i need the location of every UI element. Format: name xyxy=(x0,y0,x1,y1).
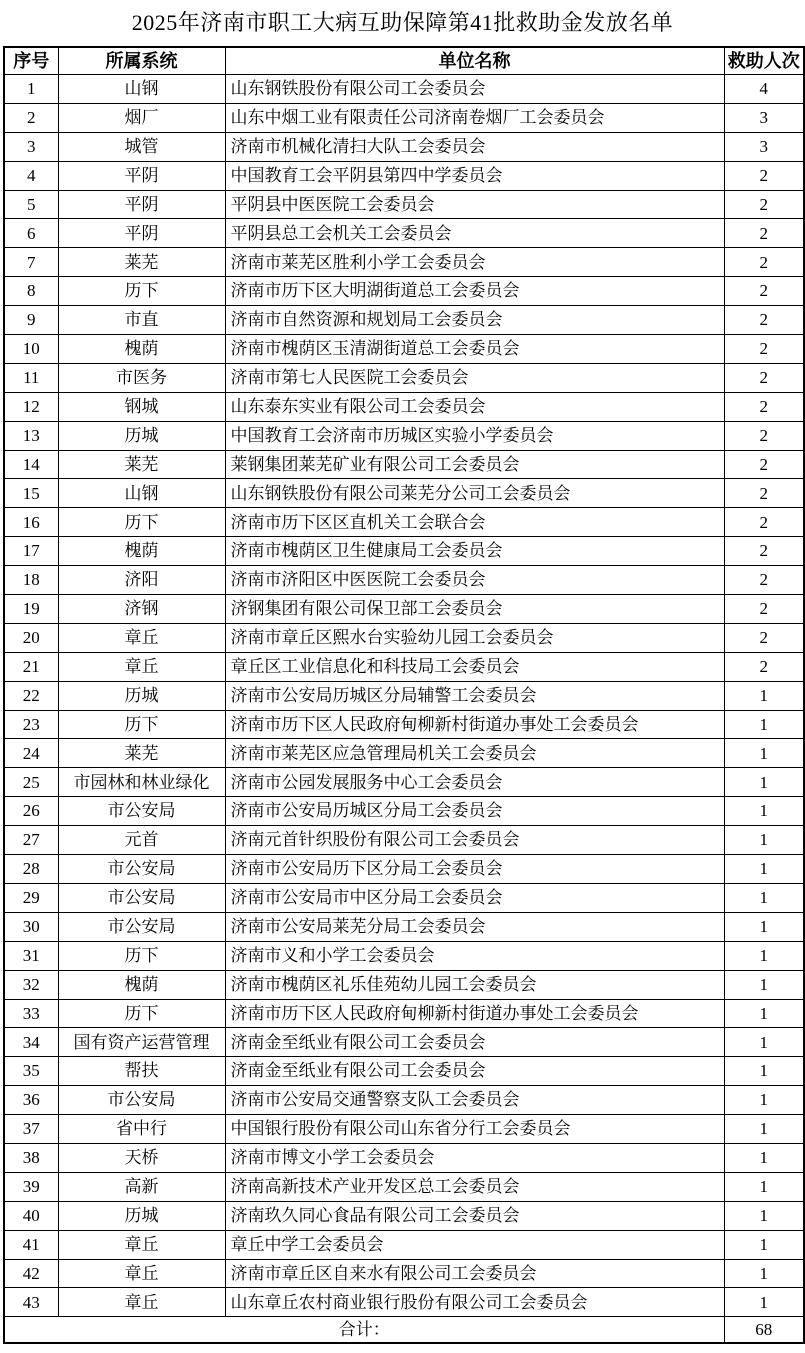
cell-seq: 9 xyxy=(4,306,58,335)
cell-seq: 38 xyxy=(4,1143,58,1172)
cell-seq: 39 xyxy=(4,1172,58,1201)
cell-system: 钢城 xyxy=(58,392,225,421)
table-row xyxy=(4,277,804,306)
cell-unit: 济南市第七人民医院工会委员会 xyxy=(225,363,724,392)
cell-unit: 章丘区工业信息化和科技局工会委员会 xyxy=(225,652,724,681)
table-row xyxy=(4,190,804,219)
cell-seq: 43 xyxy=(4,1288,58,1317)
cell-unit: 济南市槐荫区礼乐佳苑幼儿园工会委员会 xyxy=(225,970,724,999)
cell-unit: 济南市公园发展服务中心工会委员会 xyxy=(225,768,724,797)
cell-count: 2 xyxy=(724,595,804,624)
table-row xyxy=(4,392,804,421)
cell-seq: 42 xyxy=(4,1259,58,1288)
cell-count: 2 xyxy=(724,566,804,595)
total-row xyxy=(4,1317,804,1344)
cell-system: 山钢 xyxy=(58,75,225,104)
cell-unit: 济南市章丘区自来水有限公司工会委员会 xyxy=(225,1259,724,1288)
cell-seq: 1 xyxy=(4,75,58,104)
cell-seq: 35 xyxy=(4,1057,58,1086)
cell-seq: 41 xyxy=(4,1230,58,1259)
table-row xyxy=(4,826,804,855)
cell-seq: 11 xyxy=(4,363,58,392)
table-row xyxy=(4,912,804,941)
cell-count: 3 xyxy=(724,103,804,132)
cell-unit: 济南市槐荫区玉清湖街道总工会委员会 xyxy=(225,335,724,364)
cell-system: 历下 xyxy=(58,508,225,537)
cell-count: 1 xyxy=(724,970,804,999)
cell-count: 2 xyxy=(724,652,804,681)
cell-unit: 济南市公安局历下区分局工会委员会 xyxy=(225,855,724,884)
cell-unit: 平阴县中医医院工会委员会 xyxy=(225,190,724,219)
table-row xyxy=(4,970,804,999)
cell-system: 历下 xyxy=(58,999,225,1028)
cell-seq: 16 xyxy=(4,508,58,537)
table-row xyxy=(4,1086,804,1115)
cell-system: 槐荫 xyxy=(58,335,225,364)
cell-unit: 济南市公安局莱芜分局工会委员会 xyxy=(225,912,724,941)
cell-seq: 14 xyxy=(4,450,58,479)
cell-unit: 济钢集团有限公司保卫部工会委员会 xyxy=(225,595,724,624)
cell-seq: 31 xyxy=(4,941,58,970)
cell-unit: 山东钢铁股份有限公司莱芜分公司工会委员会 xyxy=(225,479,724,508)
cell-seq: 17 xyxy=(4,537,58,566)
table-row xyxy=(4,623,804,652)
cell-system: 山钢 xyxy=(58,479,225,508)
cell-system: 城管 xyxy=(58,132,225,161)
cell-seq: 37 xyxy=(4,1115,58,1144)
cell-unit: 济南市济阳区中医医院工会委员会 xyxy=(225,566,724,595)
page-title: 2025年济南市职工大病互助保障第41批救助金发放名单 xyxy=(131,10,674,35)
cell-system: 市公安局 xyxy=(58,883,225,912)
cell-seq: 5 xyxy=(4,190,58,219)
cell-system: 章丘 xyxy=(58,623,225,652)
cell-count: 1 xyxy=(724,941,804,970)
cell-count: 2 xyxy=(724,479,804,508)
cell-count: 2 xyxy=(724,306,804,335)
total-label: 合计： xyxy=(4,1317,724,1344)
cell-unit: 济南金至纸业有限公司工会委员会 xyxy=(225,1057,724,1086)
table-row xyxy=(4,421,804,450)
cell-count: 1 xyxy=(724,768,804,797)
cell-unit: 济南市历下区区直机关工会联合会 xyxy=(225,508,724,537)
header-row xyxy=(4,47,804,75)
cell-seq: 3 xyxy=(4,132,58,161)
table-row xyxy=(4,363,804,392)
table-row xyxy=(4,537,804,566)
cell-system: 历下 xyxy=(58,710,225,739)
table-row xyxy=(4,566,804,595)
cell-system: 天桥 xyxy=(58,1143,225,1172)
cell-system: 市园林和林业绿化 xyxy=(58,768,225,797)
cell-count: 2 xyxy=(724,335,804,364)
table-row xyxy=(4,768,804,797)
cell-unit: 山东泰东实业有限公司工会委员会 xyxy=(225,392,724,421)
cell-system: 帮扶 xyxy=(58,1057,225,1086)
cell-system: 高新 xyxy=(58,1172,225,1201)
cell-unit: 济南市自然资源和规划局工会委员会 xyxy=(225,306,724,335)
cell-unit: 济南市公安局交通警察支队工会委员会 xyxy=(225,1086,724,1115)
cell-unit: 中国教育工会济南市历城区实验小学委员会 xyxy=(225,421,724,450)
cell-system: 市公安局 xyxy=(58,1086,225,1115)
cell-count: 2 xyxy=(724,161,804,190)
table-row xyxy=(4,479,804,508)
cell-count: 2 xyxy=(724,623,804,652)
cell-unit: 济南市莱芜区应急管理局机关工会委员会 xyxy=(225,739,724,768)
cell-count: 1 xyxy=(724,710,804,739)
cell-count: 1 xyxy=(724,1259,804,1288)
cell-count: 1 xyxy=(724,739,804,768)
cell-count: 2 xyxy=(724,248,804,277)
cell-unit: 济南市博文小学工会委员会 xyxy=(225,1143,724,1172)
cell-seq: 33 xyxy=(4,999,58,1028)
cell-count: 1 xyxy=(724,1115,804,1144)
cell-system: 历下 xyxy=(58,941,225,970)
cell-count: 1 xyxy=(724,1143,804,1172)
table-row xyxy=(4,681,804,710)
cell-system: 槐荫 xyxy=(58,537,225,566)
cell-unit: 济南市公安局历城区分局辅警工会委员会 xyxy=(225,681,724,710)
cell-seq: 40 xyxy=(4,1201,58,1230)
cell-count: 2 xyxy=(724,363,804,392)
cell-unit: 中国银行股份有限公司山东省分行工会委员会 xyxy=(225,1115,724,1144)
table-row xyxy=(4,739,804,768)
cell-count: 3 xyxy=(724,132,804,161)
cell-count: 1 xyxy=(724,999,804,1028)
cell-count: 1 xyxy=(724,1057,804,1086)
cell-count: 2 xyxy=(724,508,804,537)
cell-unit: 平阴县总工会机关工会委员会 xyxy=(225,219,724,248)
cell-system: 市医务 xyxy=(58,363,225,392)
cell-count: 1 xyxy=(724,1172,804,1201)
cell-unit: 济南市历下区人民政府甸柳新村街道办事处工会委员会 xyxy=(225,999,724,1028)
cell-system: 历下 xyxy=(58,277,225,306)
table-row xyxy=(4,652,804,681)
table-row xyxy=(4,1143,804,1172)
cell-system: 历城 xyxy=(58,421,225,450)
table-row xyxy=(4,999,804,1028)
cell-unit: 济南市槐荫区卫生健康局工会委员会 xyxy=(225,537,724,566)
cell-seq: 29 xyxy=(4,883,58,912)
table-body xyxy=(4,75,804,1317)
cell-unit: 济南元首针织股份有限公司工会委员会 xyxy=(225,826,724,855)
cell-system: 市公安局 xyxy=(58,855,225,884)
cell-seq: 19 xyxy=(4,595,58,624)
cell-unit: 济南市莱芜区胜利小学工会委员会 xyxy=(225,248,724,277)
cell-unit: 山东章丘农村商业银行股份有限公司工会委员会 xyxy=(225,1288,724,1317)
cell-unit: 济南市历下区人民政府甸柳新村街道办事处工会委员会 xyxy=(225,710,724,739)
cell-unit: 山东中烟工业有限责任公司济南卷烟厂工会委员会 xyxy=(225,103,724,132)
total-value: 68 xyxy=(724,1317,804,1344)
table-row xyxy=(4,1115,804,1144)
cell-unit: 莱钢集团莱芜矿业有限公司工会委员会 xyxy=(225,450,724,479)
cell-seq: 7 xyxy=(4,248,58,277)
cell-seq: 18 xyxy=(4,566,58,595)
cell-system: 省中行 xyxy=(58,1115,225,1144)
cell-system: 元首 xyxy=(58,826,225,855)
col-header-seq: 序号 xyxy=(4,47,58,75)
cell-system: 国有资产运营管理 xyxy=(58,1028,225,1057)
cell-system: 章丘 xyxy=(58,652,225,681)
cell-seq: 4 xyxy=(4,161,58,190)
cell-system: 莱芜 xyxy=(58,739,225,768)
table-row xyxy=(4,1172,804,1201)
cell-unit: 济南市机械化清扫大队工会委员会 xyxy=(225,132,724,161)
cell-count: 2 xyxy=(724,392,804,421)
cell-count: 2 xyxy=(724,450,804,479)
table-row xyxy=(4,248,804,277)
cell-count: 1 xyxy=(724,1230,804,1259)
cell-count: 2 xyxy=(724,277,804,306)
cell-seq: 34 xyxy=(4,1028,58,1057)
table-row xyxy=(4,797,804,826)
table-row xyxy=(4,306,804,335)
cell-unit: 济南市公安局历城区分局工会委员会 xyxy=(225,797,724,826)
cell-system: 章丘 xyxy=(58,1230,225,1259)
cell-unit: 济南玖久同心食品有限公司工会委员会 xyxy=(225,1201,724,1230)
cell-seq: 36 xyxy=(4,1086,58,1115)
cell-count: 1 xyxy=(724,797,804,826)
col-header-count: 救助人次 xyxy=(724,47,804,75)
table-row xyxy=(4,1057,804,1086)
cell-system: 济阳 xyxy=(58,566,225,595)
table-row xyxy=(4,450,804,479)
cell-count: 2 xyxy=(724,421,804,450)
cell-system: 济钢 xyxy=(58,595,225,624)
cell-seq: 13 xyxy=(4,421,58,450)
cell-count: 1 xyxy=(724,1086,804,1115)
table-row xyxy=(4,219,804,248)
cell-seq: 28 xyxy=(4,855,58,884)
cell-system: 历城 xyxy=(58,1201,225,1230)
cell-count: 2 xyxy=(724,190,804,219)
cell-system: 莱芜 xyxy=(58,450,225,479)
cell-system: 莱芜 xyxy=(58,248,225,277)
table-row xyxy=(4,508,804,537)
cell-system: 烟厂 xyxy=(58,103,225,132)
cell-system: 平阴 xyxy=(58,219,225,248)
table-row xyxy=(4,855,804,884)
table-row xyxy=(4,1259,804,1288)
cell-system: 历城 xyxy=(58,681,225,710)
cell-seq: 32 xyxy=(4,970,58,999)
cell-seq: 8 xyxy=(4,277,58,306)
cell-seq: 27 xyxy=(4,826,58,855)
table-row xyxy=(4,1230,804,1259)
cell-unit: 济南高新技术产业开发区总工会委员会 xyxy=(225,1172,724,1201)
cell-system: 市直 xyxy=(58,306,225,335)
cell-count: 1 xyxy=(724,855,804,884)
cell-seq: 21 xyxy=(4,652,58,681)
cell-unit: 济南金至纸业有限公司工会委员会 xyxy=(225,1028,724,1057)
cell-system: 槐荫 xyxy=(58,970,225,999)
relief-fund-table xyxy=(3,46,805,1344)
cell-seq: 15 xyxy=(4,479,58,508)
cell-seq: 26 xyxy=(4,797,58,826)
col-header-unit: 单位名称 xyxy=(225,47,724,75)
cell-seq: 23 xyxy=(4,710,58,739)
cell-unit: 济南市公安局市中区分局工会委员会 xyxy=(225,883,724,912)
table-row xyxy=(4,595,804,624)
table-row xyxy=(4,132,804,161)
table-row xyxy=(4,161,804,190)
cell-seq: 10 xyxy=(4,335,58,364)
table-row xyxy=(4,883,804,912)
table-row xyxy=(4,1201,804,1230)
cell-system: 章丘 xyxy=(58,1259,225,1288)
cell-system: 平阴 xyxy=(58,190,225,219)
cell-seq: 6 xyxy=(4,219,58,248)
table-row xyxy=(4,75,804,104)
cell-system: 平阴 xyxy=(58,161,225,190)
cell-seq: 20 xyxy=(4,623,58,652)
cell-unit: 章丘中学工会委员会 xyxy=(225,1230,724,1259)
cell-count: 1 xyxy=(724,1028,804,1057)
table-row xyxy=(4,335,804,364)
table-row xyxy=(4,941,804,970)
cell-unit: 山东钢铁股份有限公司工会委员会 xyxy=(225,75,724,104)
cell-seq: 12 xyxy=(4,392,58,421)
cell-count: 1 xyxy=(724,912,804,941)
cell-count: 1 xyxy=(724,1288,804,1317)
cell-count: 2 xyxy=(724,219,804,248)
col-header-system: 所属系统 xyxy=(58,47,225,75)
cell-system: 章丘 xyxy=(58,1288,225,1317)
cell-seq: 30 xyxy=(4,912,58,941)
cell-seq: 22 xyxy=(4,681,58,710)
cell-seq: 2 xyxy=(4,103,58,132)
cell-count: 1 xyxy=(724,1201,804,1230)
table-row xyxy=(4,1028,804,1057)
cell-seq: 24 xyxy=(4,739,58,768)
table-row xyxy=(4,1288,804,1317)
cell-count: 1 xyxy=(724,883,804,912)
cell-count: 1 xyxy=(724,681,804,710)
cell-system: 市公安局 xyxy=(58,912,225,941)
table-row xyxy=(4,103,804,132)
cell-unit: 济南市历下区大明湖街道总工会委员会 xyxy=(225,277,724,306)
cell-count: 1 xyxy=(724,826,804,855)
cell-unit: 济南市义和小学工会委员会 xyxy=(225,941,724,970)
table-row xyxy=(4,710,804,739)
cell-unit: 济南市章丘区熙水台实验幼儿园工会委员会 xyxy=(225,623,724,652)
cell-unit: 中国教育工会平阴县第四中学委员会 xyxy=(225,161,724,190)
cell-seq: 25 xyxy=(4,768,58,797)
cell-count: 2 xyxy=(724,537,804,566)
cell-system: 市公安局 xyxy=(58,797,225,826)
cell-count: 4 xyxy=(724,75,804,104)
